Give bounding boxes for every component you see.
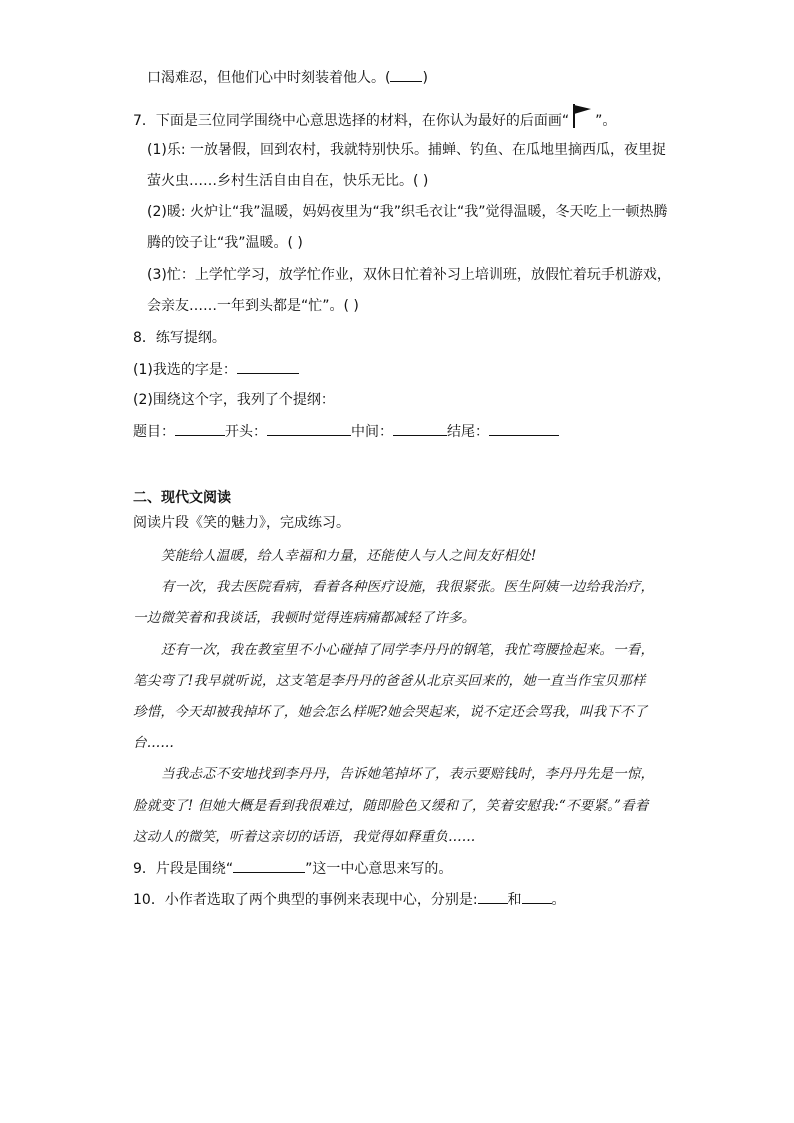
outline-end-blank[interactable]	[489, 421, 559, 436]
passage-line-7: 台……	[133, 735, 175, 751]
passage-line-3: 一边微笑着和我谈话，我顿时觉得连病痛都减轻了许多。	[133, 610, 476, 626]
passage-line-9: 脸就变了! 但她大概是看到我很难过，随即脸色又缓和了，笑着安慰我:“不要紧。”看着	[133, 798, 649, 814]
q7-stem-text: 7．下面是三位同学围绕中心意思选择的材料，在你认为最好的后面画“	[133, 113, 570, 129]
passage-line-1: 笑能给人温暖，给人幸福和力量，还能使人与人之间友好相处!	[161, 548, 537, 564]
q10-line	[133, 889, 566, 910]
q8-stem: 8．练写提纲。	[133, 330, 226, 346]
q6-answer-blank[interactable]	[390, 67, 422, 82]
q7-stem	[133, 103, 616, 135]
q8-char-blank[interactable]	[237, 359, 299, 374]
q9-line	[133, 858, 452, 879]
q7-item-2-line-2: 腾的饺子让“我”温暖。( )	[147, 235, 303, 251]
passage-line-6: 珍惜，今天却被我掉坏了，她会怎么样呢?她会哭起来，说不定还会骂我，叫我下不了	[133, 704, 648, 720]
q6-close-paren: )	[422, 70, 428, 86]
q10-text-before: 10．小作者选取了两个典型的事例来表现中心，分别是:	[133, 892, 478, 908]
passage-line-4: 还有一次，我在教室里不小心碰掉了同学李丹丹的钢笔，我忙弯腰捡起来。一看，	[161, 642, 655, 658]
outline-middle-label: 中间：	[351, 424, 393, 440]
q10-text-after: 。	[551, 892, 566, 908]
outline-title-label: 题目：	[133, 424, 175, 440]
outline-end-label: 结尾：	[447, 424, 489, 440]
passage-line-8: 当我忐忑不安地找到李丹丹，告诉她笔掉坏了，表示要赔钱时，李丹丹先是一惊，	[161, 766, 655, 782]
q7-item-3-line-1: (3)忙：上学忙学习，放学忙作业，双休日忙着补习上培训班，放假忙着玩手机游戏，	[147, 267, 671, 283]
passage-line-2: 有一次，我去医院看病，看着各种医疗设施，我很紧张。医生阿姨一边给我治疗，	[161, 579, 655, 595]
outline-title-blank[interactable]	[175, 421, 225, 436]
q6-tail-line	[147, 67, 428, 88]
passage-line-5: 笔尖弯了!我早就听说，这支笔是李丹丹的爸爸从北京买回来的，她一直当作宝贝那样	[133, 673, 646, 689]
q8-sub-2: (2)围绕这个字，我列了个提纲：	[133, 392, 335, 408]
q6-tail-text: 口渴难忍，但他们心中时刻装着他人。(	[147, 70, 391, 86]
q9-answer-blank[interactable]	[233, 858, 305, 873]
q10-text-mid: 和	[507, 892, 522, 908]
q10-answer-blank-1[interactable]	[478, 889, 508, 904]
outline-begin-label: 开头：	[225, 424, 267, 440]
section-2-intro: 阅读片段《笑的魅力》，完成练习。	[133, 515, 350, 531]
q9-text-before: 9．片段是围绕“	[133, 861, 234, 877]
q7-stem-end: ”。	[595, 113, 617, 129]
q7-item-1-line-2: 萤火虫……乡村生活自由自在，快乐无比。( )	[147, 173, 429, 189]
q8-sub-1-text: (1)我选的字是：	[133, 362, 237, 378]
outline-middle-blank[interactable]	[393, 421, 447, 436]
q7-item-2-line-1: (2)暖: 火炉让“我”温暖，妈妈夜里为“我”织毛衣让“我”觉得温暖，冬天吃上一顿热腾	[147, 204, 668, 220]
passage-line-10: 这动人的微笑，听着这亲切的话语，我觉得如释重负……	[133, 829, 476, 845]
section-2-heading: 二、现代文阅读	[133, 490, 231, 506]
q7-item-1-line-1: (1)乐: 一放暑假，回到农村，我就特别快乐。捕蝉、钓鱼、在瓜地里摘西瓜，夜里捉	[147, 142, 666, 158]
outline-begin-blank[interactable]	[267, 421, 351, 436]
q7-item-3-line-2: 会亲友……一年到头都是“忙”。( )	[147, 298, 359, 314]
q10-answer-blank-2[interactable]	[522, 889, 552, 904]
q8-outline-row	[133, 421, 559, 442]
q8-sub-1	[133, 359, 299, 380]
flag-icon	[571, 103, 593, 135]
q9-text-after: ”这一中心意思来写的。	[305, 861, 453, 877]
